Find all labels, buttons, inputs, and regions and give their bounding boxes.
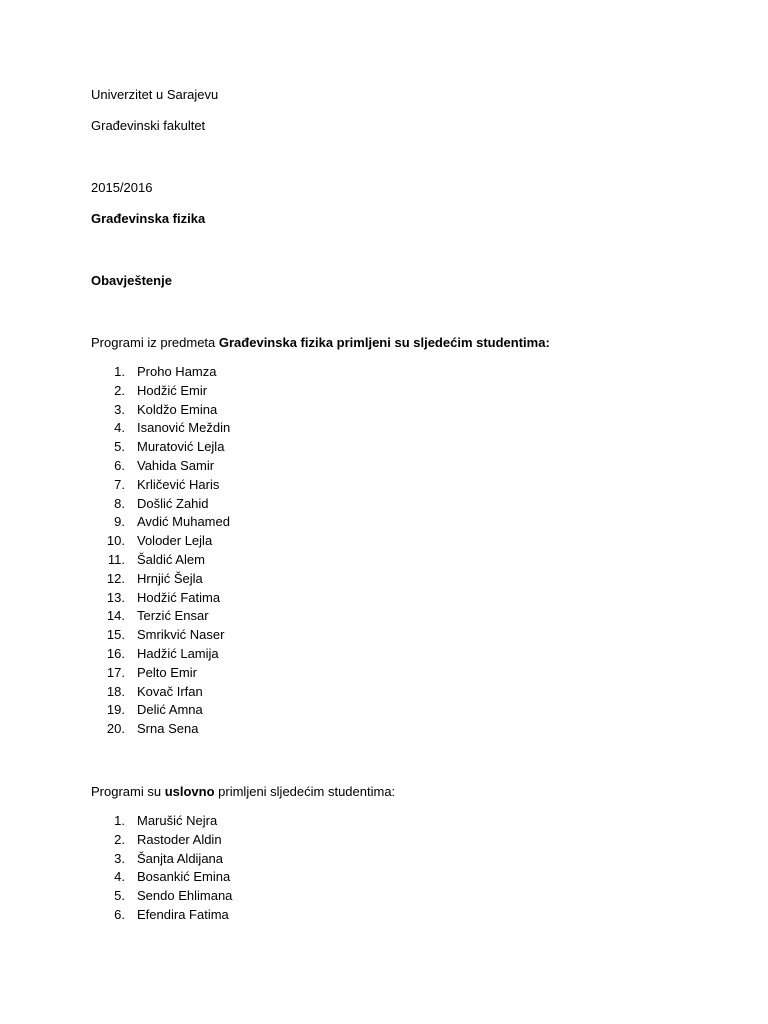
list-item-number: 5. bbox=[114, 439, 125, 455]
student-name: Rastoder Aldin bbox=[137, 831, 222, 847]
list-item-number: 7. bbox=[114, 476, 125, 492]
student-name: Hadžić Lamija bbox=[137, 645, 219, 661]
conditional-intro-bold: uslovno bbox=[164, 784, 215, 799]
list-item-number: 14. bbox=[106, 608, 125, 624]
list-item-number: 10. bbox=[106, 533, 125, 549]
student-name: Vahida Samir bbox=[137, 457, 215, 473]
student-name: Muratović Lejla bbox=[137, 439, 225, 455]
list-item-number: 2. bbox=[114, 382, 125, 398]
student-name: Efendira Fatima bbox=[137, 906, 229, 922]
accepted-intro bbox=[91, 335, 550, 351]
list-item-number: 6. bbox=[114, 457, 125, 473]
student-name: Voloder Lejla bbox=[137, 533, 213, 549]
student-name: Smrikvić Naser bbox=[137, 627, 225, 643]
list-item-number: 3. bbox=[114, 850, 125, 866]
conditional-intro-prefix: Programi su bbox=[91, 784, 165, 799]
student-name: Srna Sena bbox=[137, 721, 199, 737]
list-item-number: 13. bbox=[106, 589, 125, 605]
student-name: Bosankić Emina bbox=[137, 869, 231, 885]
list-item-number: 17. bbox=[106, 664, 125, 680]
student-name: Hodžić Fatima bbox=[137, 589, 221, 605]
student-name: Kovač Irfan bbox=[137, 683, 203, 699]
student-name: Pelto Emir bbox=[137, 664, 197, 680]
list-item-number: 4. bbox=[114, 869, 125, 885]
list-item-number: 5. bbox=[114, 888, 125, 904]
list-item-number: 8. bbox=[114, 495, 125, 511]
list-item-number: 4. bbox=[114, 420, 125, 436]
student-name: Delić Amna bbox=[137, 702, 203, 718]
student-name: Sendo Ehlimana bbox=[137, 888, 233, 904]
conditional-intro-suffix: primljeni sljedećim studentima: bbox=[214, 784, 396, 799]
list-item-number: 9. bbox=[114, 514, 125, 530]
student-name: Avdić Muhamed bbox=[137, 514, 230, 530]
list-item-number: 2. bbox=[114, 831, 125, 847]
list-item-number: 1. bbox=[114, 364, 125, 379]
subject-name: Građevinska fizika bbox=[91, 211, 206, 226]
student-name: Došlić Zahid bbox=[137, 495, 209, 511]
student-name: Šanjta Aldijana bbox=[137, 850, 224, 866]
student-name: Proho Hamza bbox=[137, 364, 217, 379]
list-item-number: 15. bbox=[106, 627, 125, 643]
student-name: Hrnjić Šejla bbox=[137, 570, 203, 586]
list-item-number: 6. bbox=[114, 906, 125, 922]
list-item-number: 16. bbox=[106, 645, 125, 661]
list-item-number: 12. bbox=[106, 570, 125, 586]
student-name: Krličević Haris bbox=[137, 476, 220, 492]
university-name: Univerzitet u Sarajevu bbox=[91, 87, 219, 102]
conditional-intro bbox=[91, 784, 395, 800]
list-item-number: 3. bbox=[114, 401, 125, 417]
notice-title: Obavještenje bbox=[91, 273, 172, 288]
student-name: Koldžo Emina bbox=[137, 401, 218, 417]
student-name: Šaldić Alem bbox=[137, 551, 205, 567]
academic-year: 2015/2016 bbox=[91, 180, 153, 195]
student-name: Terzić Ensar bbox=[137, 608, 209, 624]
list-item-number: 19. bbox=[106, 702, 125, 718]
student-name: Isanović Meždin bbox=[137, 420, 231, 436]
list-item-number: 11. bbox=[107, 551, 125, 567]
faculty-name: Građevinski fakultet bbox=[91, 118, 206, 133]
accepted-intro-bold: Građevinska fizika primljeni su sljedećim studentima: bbox=[218, 335, 550, 350]
student-name: Marušić Nejra bbox=[137, 813, 218, 828]
list-item-number: 20. bbox=[106, 721, 125, 737]
list-item-number: 18. bbox=[106, 683, 125, 699]
student-name: Hodžić Emir bbox=[137, 382, 208, 398]
accepted-intro-prefix: Programi iz predmeta bbox=[91, 335, 219, 350]
list-item-number: 1. bbox=[114, 813, 125, 828]
